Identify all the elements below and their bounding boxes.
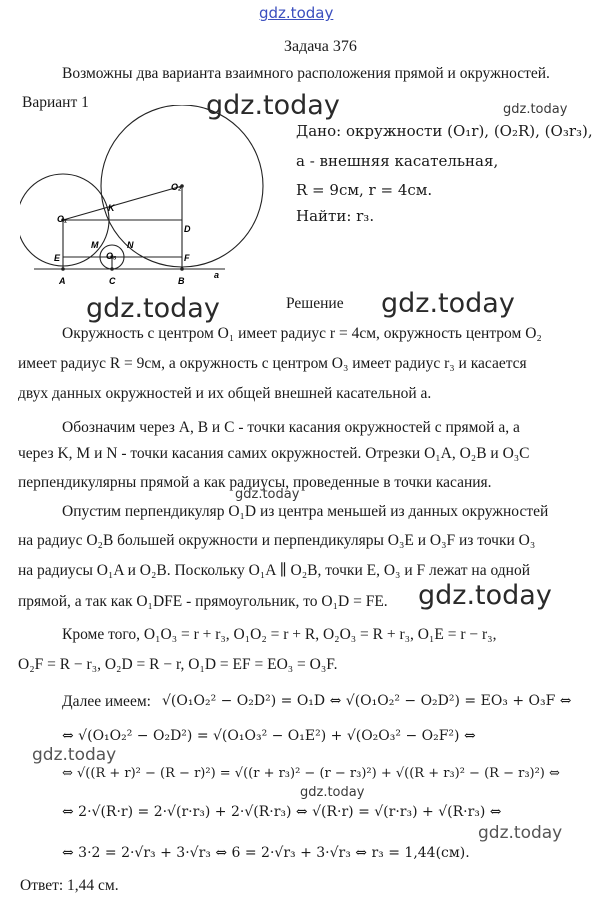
geometry-figure	[20, 105, 285, 290]
label-c: C	[109, 276, 116, 286]
given-line-1: Дано: окружности (O₁r), (O₂R), (O₃r₃),	[296, 122, 593, 140]
find-line: Найти: r₃.	[296, 207, 375, 225]
watermark-top[interactable]: gdz.today	[259, 4, 334, 22]
label-line-a: a	[214, 270, 220, 280]
label-o2: O₂	[171, 182, 182, 192]
label-k: K	[108, 203, 115, 213]
para2-line3: перпендикулярны прямой a как радиусы, проведенные в точки касания.	[18, 474, 492, 491]
label-d: D	[184, 224, 191, 234]
equation-line-1: √(O₁O₂² − O₂D²) = O₁D ⇔ √(O₁O₂² − O₂D²) = EO₃ + O₃F ⇔	[162, 693, 572, 709]
watermark: gdz.today	[300, 785, 365, 800]
watermark: gdz.today	[478, 823, 563, 843]
label-e: E	[54, 253, 61, 263]
equation-line-4: ⇔ 2·√(R·r) = 2·√(r·r₃) + 2·√(R·r₃) ⇔ √(R·r) = √(r·r₃) + √(R·r₃) ⇔	[62, 804, 502, 820]
watermark: gdz.today	[381, 288, 515, 319]
watermark: gdz.today	[32, 745, 117, 765]
para3-line1: Опустим перпендикуляр O₁D из центра меньшей из данных окружностей	[62, 503, 549, 520]
segment-o1-o2	[63, 186, 182, 220]
label-n: N	[127, 240, 134, 250]
para3-line4: прямой, а так как O₁DFE - прямоугольник, то O₁D = FE.	[18, 593, 388, 610]
label-a: A	[59, 276, 66, 286]
para4-line1: Кроме того, O₁O₃ = r + r₃, O₁O₂ = r + R, O₂O₃ = R + r₃, O₁E = r − r₃,	[62, 626, 497, 643]
eq-prefix: Далее имеем:	[62, 693, 151, 710]
watermark: gdz.today	[418, 580, 552, 611]
label-b: B	[178, 276, 185, 286]
given-line-2: a - внешняя касательная,	[296, 152, 499, 170]
label-o3: O₃	[106, 251, 117, 261]
para3-line2: на радиус O₂B большей окружности и перпендикуляры O₃E и O₃F из точки O₃	[18, 532, 536, 549]
para2-line1: Обозначим через A, B и C - точки касания окружностей с прямой a, а	[62, 419, 520, 436]
para1-line1: Окружность с центром O₁ имеет радиус r = 4см, окружность центром O₂	[62, 325, 542, 342]
solution-heading: Решение	[286, 295, 344, 312]
para3-line3: на радиусы O₁A и O₂B. Поскольку O₁A ∥ O₂B, точки E, O₃ и F лежат на одной	[18, 562, 531, 579]
para4-line2: O₂F = R − r₃, O₂D = R − r, O₁D = EF = EO₃ = O₃F.	[18, 656, 338, 673]
equation-line-3: ⇔ √((R + r)² − (R − r)²) = √((r + r₃)² − (r − r₃)²) + √((R + r₃)² − (R − r₃)²) ⇔	[62, 766, 560, 781]
label-f: F	[184, 253, 190, 263]
given-line-3: R = 9см, r = 4см.	[296, 181, 433, 199]
problem-title: Задача 376	[284, 38, 357, 55]
label-o1: O₁	[57, 214, 68, 224]
equation-line-5: ⇔ 3·2 = 2·√r₃ + 3·√r₃ ⇔ 6 = 2·√r₃ + 3·√r₃ ⇔ r₃ = 1,44(см).	[62, 845, 470, 861]
para2-line2: через K, M и N - точки касания самих окружностей. Отрезки O₁A, O₂B и O₃C	[18, 445, 530, 462]
equation-line-2: ⇔ √(O₁O₂² − O₂D²) = √(O₁O₃² − O₁E²) + √(O₂O₃² − O₂F²) ⇔	[62, 728, 476, 744]
answer: Ответ: 1,44 см.	[20, 877, 119, 894]
watermark: gdz.today	[503, 102, 568, 117]
watermark: gdz.today	[235, 487, 300, 502]
para1-line3: двух данных окружностей и их общей внешней касательной a.	[18, 385, 432, 402]
intro-text: Возможны два варианта взаимного расположения прямой и окружностей.	[62, 65, 550, 82]
label-m: M	[91, 240, 99, 250]
variant-label: Вариант 1	[22, 94, 89, 111]
para1-line2: имеет радиус R = 9см, а окружность с центром O₃ имеет радиус r₃ и касается	[18, 355, 527, 372]
watermark: gdz.today	[206, 90, 340, 121]
watermark: gdz.today	[86, 293, 220, 324]
